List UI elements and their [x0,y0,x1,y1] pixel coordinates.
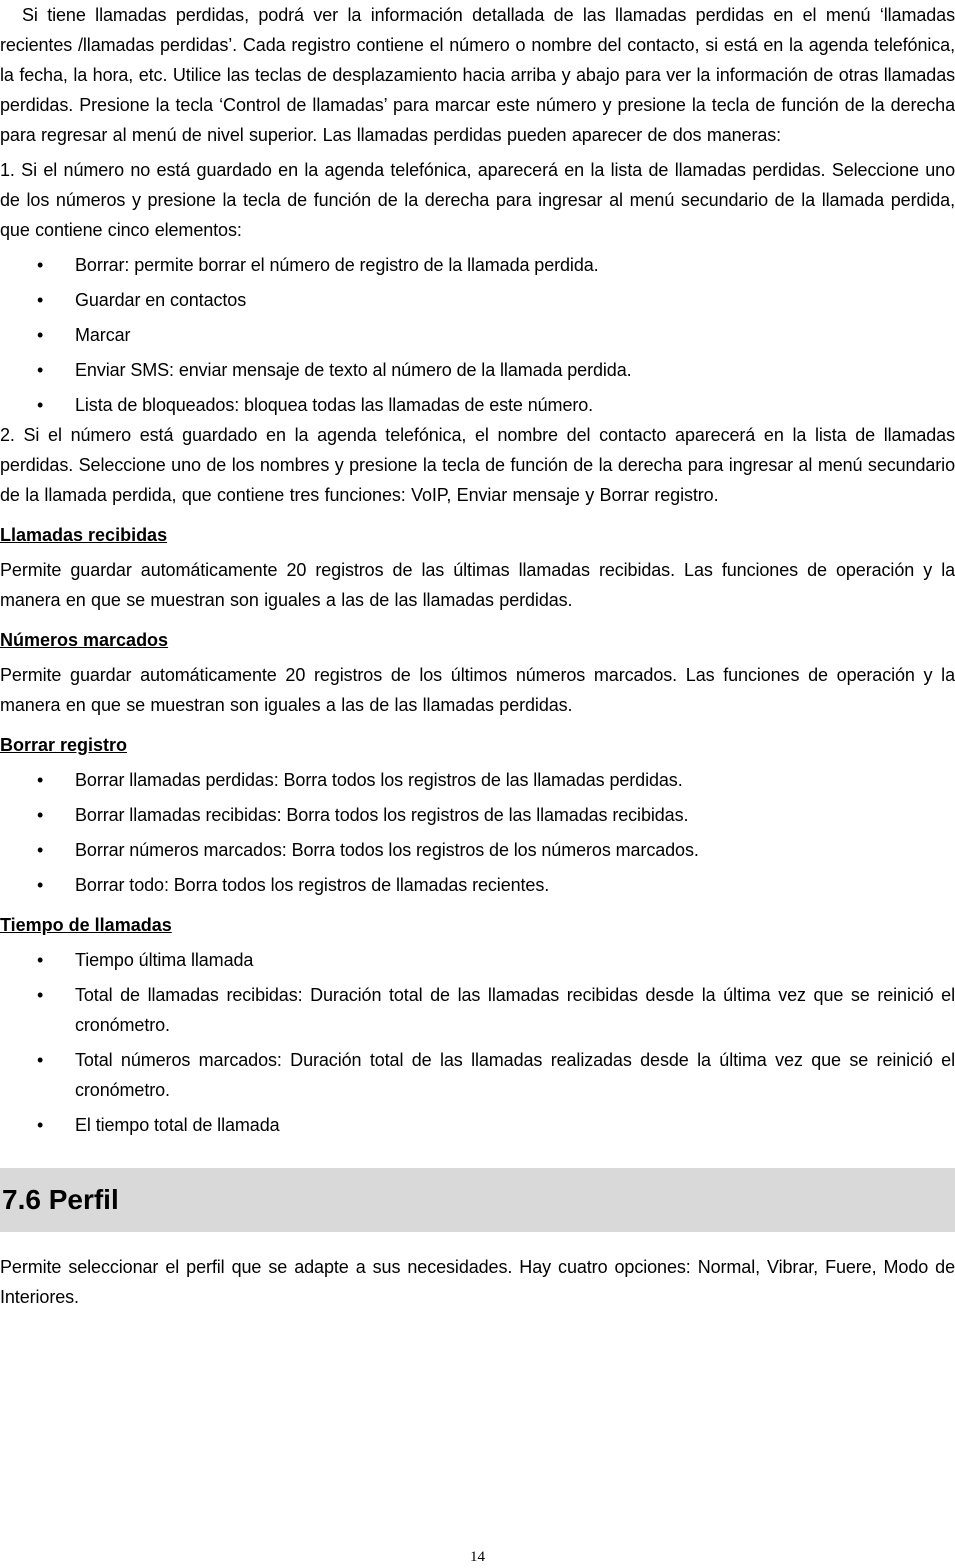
list-item: • Lista de bloqueados: bloquea todas las llamadas de este número. [0,390,955,420]
heading-borrar-registro: Borrar registro [0,735,128,755]
marcados-paragraph: Permite guardar automáticamente 20 registros de los últimos números marcados. Las funciones de operación y la manera en que se muestran son iguales a las de las llamadas perdidas. [0,665,955,715]
recibidas-paragraph: Permite guardar automáticamente 20 registros de las últimas llamadas recibidas. Las funciones de operación y la manera en que se muestran son iguales a las de las llamadas perdidas. [0,560,955,610]
heading-numeros-marcados: Números marcados [0,630,169,650]
perfil-paragraph: Permite seleccionar el perfil que se adapte a sus necesidades. Hay cuatro opciones: Normal, Vibrar, Fuere, Modo de Interiores. [0,1257,955,1307]
list-item: • Borrar: permite borrar el número de registro de la llamada perdida. [0,250,955,280]
case-1-paragraph: 1. Si el número no está guardado en la agenda telefónica, aparecerá en la lista de llamadas perdidas. Seleccione uno de los números y presione la tecla de función de la derecha para ingresar al menú secundario de la llamada perdida, que contiene cinco elementos: [0,160,955,240]
intro-paragraph: Si tiene llamadas perdidas, podrá ver la información detallada de las llamadas perdidas en el menú ‘llamadas recientes /llamadas perdidas’. Cada registro contiene el número o nombre del contacto, si está en la agenda telefónica, la fecha, la hora, etc. Utilice las teclas de desplazamiento hacia arriba y abajo para ver la información de otras llamadas perdidas. Presione la tecla ‘Control de llamadas’ para marcar este número y presione la tecla de función de la derecha para regresar al menú de nivel superior. Las llamadas perdidas pueden aparecer de dos maneras: [0,5,955,145]
list-item: • Marcar [0,320,955,350]
list-item: • Tiempo última llamada [0,945,955,975]
list-item: • Borrar números marcados: Borra todos los registros de los números marcados. [0,835,955,865]
page-number: 14 [470,1549,485,1565]
missed-call-submenu-list [0,250,955,420]
section-title: 7.6 Perfil [2,1184,119,1215]
list-item: • Borrar todo: Borra todos los registros de llamadas recientes. [0,870,955,900]
list-item: • Enviar SMS: enviar mensaje de texto al número de la llamada perdida. [0,355,955,385]
heading-llamadas-recibidas: Llamadas recibidas [0,525,168,545]
case-2-paragraph: 2. Si el número está guardado en la agenda telefónica, el nombre del contacto aparecerá en la lista de llamadas perdidas. Seleccione uno de los nombres y presione la tecla de función de la derecha para ingresar al menú secundario de la llamada perdida, que contiene tres funciones: VoIP, Enviar mensaje y Borrar registro. [0,425,955,505]
list-item: • El tiempo total de llamada [0,1110,955,1140]
heading-tiempo-de-llamadas: Tiempo de llamadas [0,915,172,935]
section-header-bar [0,1168,955,1232]
tiempo-llamadas-list [0,945,955,1140]
list-item: • Total de llamadas recibidas: Duración total de las llamadas recibidas desde la última vez que se reinició el cronómetro. [0,980,955,1040]
borrar-registro-list [0,765,955,900]
list-item: • Borrar llamadas perdidas: Borra todos los registros de las llamadas perdidas. [0,765,955,795]
list-item: • Borrar llamadas recibidas: Borra todos los registros de las llamadas recibidas. [0,800,955,830]
list-item: • Total números marcados: Duración total de las llamadas realizadas desde la última vez que se reinició el cronómetro. [0,1045,955,1105]
list-item: • Guardar en contactos [0,285,955,315]
